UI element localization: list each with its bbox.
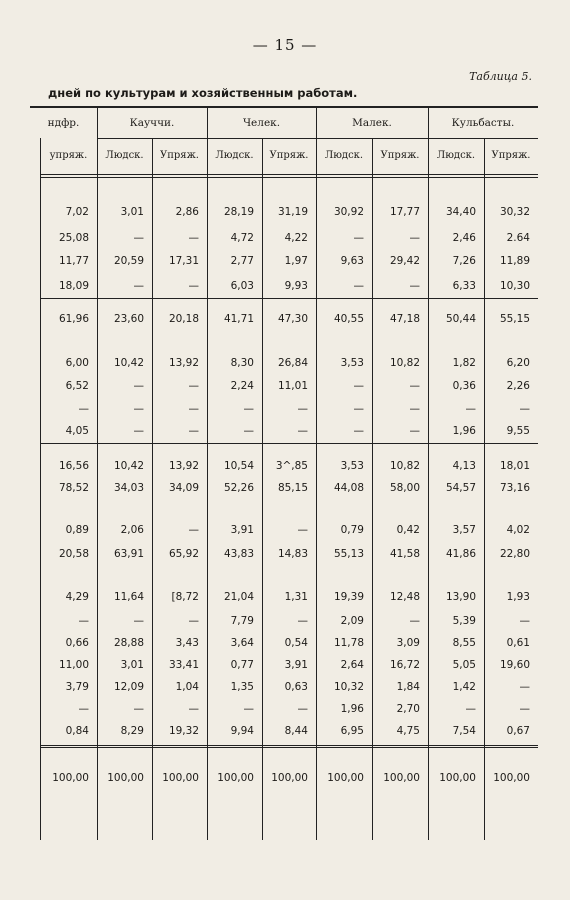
table-cell: —	[133, 425, 144, 437]
column-header: Людск.	[105, 150, 144, 161]
table-cell: 8,55	[452, 637, 476, 649]
table-cell: 1,82	[452, 357, 476, 369]
group-header: Челек.	[242, 117, 281, 129]
table-cell: 1,96	[340, 703, 364, 715]
table-cell: —	[297, 703, 308, 715]
table-cell: 7,54	[452, 725, 476, 737]
table-cell: 3,01	[120, 659, 144, 671]
table-cell: 58,00	[389, 482, 420, 494]
table-cell: —	[519, 615, 530, 627]
table-cell: 4,22	[284, 232, 308, 244]
table-cell: 20,59	[113, 255, 144, 267]
table-cell: 1,84	[396, 681, 420, 693]
table-cell: —	[188, 615, 199, 627]
table-cell: —	[78, 403, 89, 415]
table-cell: 0,61	[506, 637, 530, 649]
table-cell: 1,97	[284, 255, 308, 267]
table-cell: 3,53	[340, 460, 364, 472]
table-cell: —	[243, 703, 254, 715]
table-cell: 1,35	[230, 681, 254, 693]
table-cell: 7,02	[65, 206, 89, 218]
table-cell: 2,70	[396, 703, 420, 715]
table-cell: 9,63	[340, 255, 364, 267]
table-cell: —	[353, 280, 364, 292]
table-cell: 19,60	[499, 659, 530, 671]
table-cell: 10,42	[113, 357, 144, 369]
table-cell: 31,19	[277, 206, 308, 218]
table-cell: 3,53	[340, 357, 364, 369]
table-cell: 23,60	[113, 313, 144, 325]
table-cell: 50,44	[445, 313, 476, 325]
table-cell: 0,89	[65, 524, 89, 536]
table-cell: 28,88	[113, 637, 144, 649]
table-cell: 4,05	[65, 425, 89, 437]
table-cell: 26,84	[277, 357, 308, 369]
table-cell: 43,83	[223, 548, 254, 560]
column-header: Людск.	[436, 150, 476, 161]
table-cell: 3^,85	[275, 460, 308, 472]
table-cell: 7,26	[452, 255, 476, 267]
table-cell: —	[188, 380, 199, 392]
table-cell: 0,79	[340, 524, 364, 536]
table-cell: 3,91	[284, 659, 308, 671]
table-cell: 1,96	[452, 425, 476, 437]
group-header: Кульбасты.	[451, 117, 515, 129]
section-rule	[40, 298, 538, 299]
table-cell: 3,79	[65, 681, 89, 693]
column-rule	[316, 107, 317, 840]
table-cell: —	[133, 232, 144, 244]
table-cell: 4,02	[506, 524, 530, 536]
table-cell: 0,67	[506, 725, 530, 737]
table-cell: —	[519, 403, 530, 415]
table-cell: —	[353, 380, 364, 392]
table-cell: 61,96	[58, 313, 89, 325]
table-cell: 4,75	[396, 725, 420, 737]
group-header: Малек.	[352, 117, 392, 129]
table-cell: 3,64	[230, 637, 254, 649]
section-rule	[40, 443, 538, 444]
subheader-rule	[40, 174, 538, 175]
table-cell: 29,42	[389, 255, 420, 267]
table-cell: —	[353, 403, 364, 415]
table-cell: 1,42	[452, 681, 476, 693]
table-cell: —	[409, 280, 420, 292]
table-cell: —	[297, 403, 308, 415]
table-cell: 2,09	[340, 615, 364, 627]
column-header: упряж.	[49, 150, 88, 161]
table-cell: 14,83	[277, 548, 308, 560]
table-cell: 0,54	[284, 637, 308, 649]
table-cell: 4,72	[230, 232, 254, 244]
table-cell: 17,31	[168, 255, 199, 267]
table-cell: 6,00	[65, 357, 89, 369]
table-cell: 73,16	[499, 482, 530, 494]
column-rule	[484, 138, 485, 840]
group-header: ндфр.	[47, 117, 80, 129]
table-label: Таблица 5.	[469, 70, 532, 83]
table-cell: 6,95	[340, 725, 364, 737]
table-cell: 0,42	[396, 524, 420, 536]
table-cell: 19,32	[168, 725, 199, 737]
table-cell: 3,01	[120, 206, 144, 218]
table-cell: 8,29	[120, 725, 144, 737]
table-cell: 6,03	[230, 280, 254, 292]
table-cell: 28,19	[223, 206, 254, 218]
table-cell: —	[133, 280, 144, 292]
table-cell: 44,08	[333, 482, 364, 494]
table-cell: 16,56	[58, 460, 89, 472]
table-cell: 41,86	[445, 548, 476, 560]
table-cell: —	[409, 232, 420, 244]
table-cell: 2,26	[506, 380, 530, 392]
table-cell: 40,55	[333, 313, 364, 325]
table-cell: 7,79	[230, 615, 254, 627]
column-header: Упряж.	[269, 150, 309, 161]
table-cell: 0,36	[452, 380, 476, 392]
table-cell: 2,06	[120, 524, 144, 536]
table-cell: 3,57	[452, 524, 476, 536]
table-top-rule-double	[30, 107, 538, 108]
table-cell: 16,72	[389, 659, 420, 671]
table-cell: —	[409, 425, 420, 437]
table-cell: —	[188, 524, 199, 536]
table-cell: 6,20	[506, 357, 530, 369]
table-cell: 10,82	[389, 460, 420, 472]
table-cell: 100,00	[271, 772, 308, 784]
table-cell: 18,09	[58, 280, 89, 292]
table-cell: 85,15	[277, 482, 308, 494]
table-cell: —	[133, 403, 144, 415]
table-cell: —	[409, 615, 420, 627]
column-rule	[372, 138, 373, 840]
table-cell: 2.64	[506, 232, 530, 244]
table-cell: —	[188, 403, 199, 415]
table-cell: —	[188, 425, 199, 437]
subheader-rule-double	[40, 177, 538, 178]
table-cell: 0,84	[65, 725, 89, 737]
table-cell: 100,00	[162, 772, 199, 784]
table-cell: 1,04	[175, 681, 199, 693]
table-cell: 22,80	[499, 548, 530, 560]
table-cell: 8,30	[230, 357, 254, 369]
table-cell: 18,01	[499, 460, 530, 472]
table-cell: 8,44	[284, 725, 308, 737]
total-rule	[40, 745, 538, 746]
table-cell: 4,29	[65, 591, 89, 603]
table-cell: 13,92	[168, 357, 199, 369]
table-cell: —	[519, 703, 530, 715]
table-cell: 41,58	[389, 548, 420, 560]
table-cell: 0,77	[230, 659, 254, 671]
table-cell: 11,01	[277, 380, 308, 392]
table-cell: —	[133, 703, 144, 715]
table-cell: 100,00	[217, 772, 254, 784]
table-cell: 30,92	[333, 206, 364, 218]
column-rule	[428, 107, 429, 840]
column-header: Упряж.	[491, 150, 531, 161]
column-header: Людск.	[215, 150, 254, 161]
table-cell: 33,41	[168, 659, 199, 671]
table-cell: 6,52	[65, 380, 89, 392]
table-cell: 21,04	[223, 591, 254, 603]
column-rule	[152, 138, 153, 840]
table-cell: 2,77	[230, 255, 254, 267]
table-cell: 4,13	[452, 460, 476, 472]
table-cell: 63,91	[113, 548, 144, 560]
table-cell: 0,63	[284, 681, 308, 693]
table-cell: —	[409, 403, 420, 415]
table-cell: 20,18	[168, 313, 199, 325]
table-cell: 2,46	[452, 232, 476, 244]
table-cell: 55,13	[333, 548, 364, 560]
table-cell: —	[297, 524, 308, 536]
table-cell: —	[519, 681, 530, 693]
table-subtitle: дней по культурам и хозяйственным работам.	[48, 86, 358, 100]
table-cell: 54,57	[445, 482, 476, 494]
table-cell: —	[353, 425, 364, 437]
table-cell: 12,48	[389, 591, 420, 603]
table-cell: 19,39	[333, 591, 364, 603]
table-cell: 10,30	[499, 280, 530, 292]
column-rule	[262, 138, 263, 840]
group-header: Кауччи.	[129, 117, 175, 129]
table-cell: —	[243, 403, 254, 415]
table-cell: 3,91	[230, 524, 254, 536]
table-cell: 2,24	[230, 380, 254, 392]
table-cell: —	[188, 280, 199, 292]
table-cell: —	[133, 380, 144, 392]
table-cell: 9,94	[230, 725, 254, 737]
table-cell: 100,00	[327, 772, 364, 784]
table-cell: 34,03	[113, 482, 144, 494]
table-cell: —	[78, 615, 89, 627]
table-cell: 1,31	[284, 591, 308, 603]
table-cell: 11,64	[113, 591, 144, 603]
table-cell: —	[133, 615, 144, 627]
column-rule	[97, 107, 98, 840]
table-cell: 13,90	[445, 591, 476, 603]
table-cell: —	[188, 232, 199, 244]
table-cell: —	[297, 425, 308, 437]
table-cell: 34,40	[445, 206, 476, 218]
table-cell: —	[465, 703, 476, 715]
table-cell: —	[465, 403, 476, 415]
table-cell: 11,78	[333, 637, 364, 649]
total-rule-double	[40, 747, 538, 748]
table-cell: 47,18	[389, 313, 420, 325]
table-cell: 30,32	[499, 206, 530, 218]
table-cell: 3,09	[396, 637, 420, 649]
table-cell: 17,77	[389, 206, 420, 218]
table-cell: 10,32	[333, 681, 364, 693]
table-cell: 100,00	[383, 772, 420, 784]
table-cell: 9,55	[506, 425, 530, 437]
table-cell: 52,26	[223, 482, 254, 494]
table-cell: 34,09	[168, 482, 199, 494]
table-cell: 3,43	[175, 637, 199, 649]
table-cell: 0,66	[65, 637, 89, 649]
table-cell: 78,52	[58, 482, 89, 494]
column-rule	[40, 138, 41, 840]
table-cell: 10,54	[223, 460, 254, 472]
table-cell: —	[188, 703, 199, 715]
table-cell: 25,08	[58, 232, 89, 244]
table-cell: 9,93	[284, 280, 308, 292]
table-cell: 11,77	[58, 255, 89, 267]
table-cell: —	[243, 425, 254, 437]
table-cell: —	[409, 380, 420, 392]
column-header: Людск.	[324, 150, 364, 161]
page-number: — 15 —	[252, 36, 318, 54]
table-cell: 10,82	[389, 357, 420, 369]
table-cell: 100,00	[493, 772, 530, 784]
group-header-rule	[97, 138, 538, 139]
table-cell: 1,93	[506, 591, 530, 603]
table-cell: —	[353, 232, 364, 244]
table-cell: 47,30	[277, 313, 308, 325]
table-cell: 2,86	[175, 206, 199, 218]
table-cell: 100,00	[439, 772, 476, 784]
table-cell: 100,00	[52, 772, 89, 784]
table-cell: 20,58	[58, 548, 89, 560]
table-cell: —	[78, 703, 89, 715]
table-cell: 11,00	[58, 659, 89, 671]
column-header: Упряж.	[380, 150, 420, 161]
table-cell: 6,33	[452, 280, 476, 292]
column-rule	[207, 107, 208, 840]
table-cell: 65,92	[168, 548, 199, 560]
table-cell: —	[297, 615, 308, 627]
table-cell: 12,09	[113, 681, 144, 693]
table-cell: 5,05	[452, 659, 476, 671]
table-cell: 100,00	[107, 772, 144, 784]
table-cell: 2,64	[340, 659, 364, 671]
table-cell: 13,92	[168, 460, 199, 472]
table-cell: 5,39	[452, 615, 476, 627]
column-header: Упряж.	[160, 150, 199, 161]
table-cell: 55,15	[499, 313, 530, 325]
table-cell: [8,72	[171, 591, 199, 603]
table-cell: 10,42	[113, 460, 144, 472]
table-cell: 41,71	[223, 313, 254, 325]
table-cell: 11,89	[499, 255, 530, 267]
